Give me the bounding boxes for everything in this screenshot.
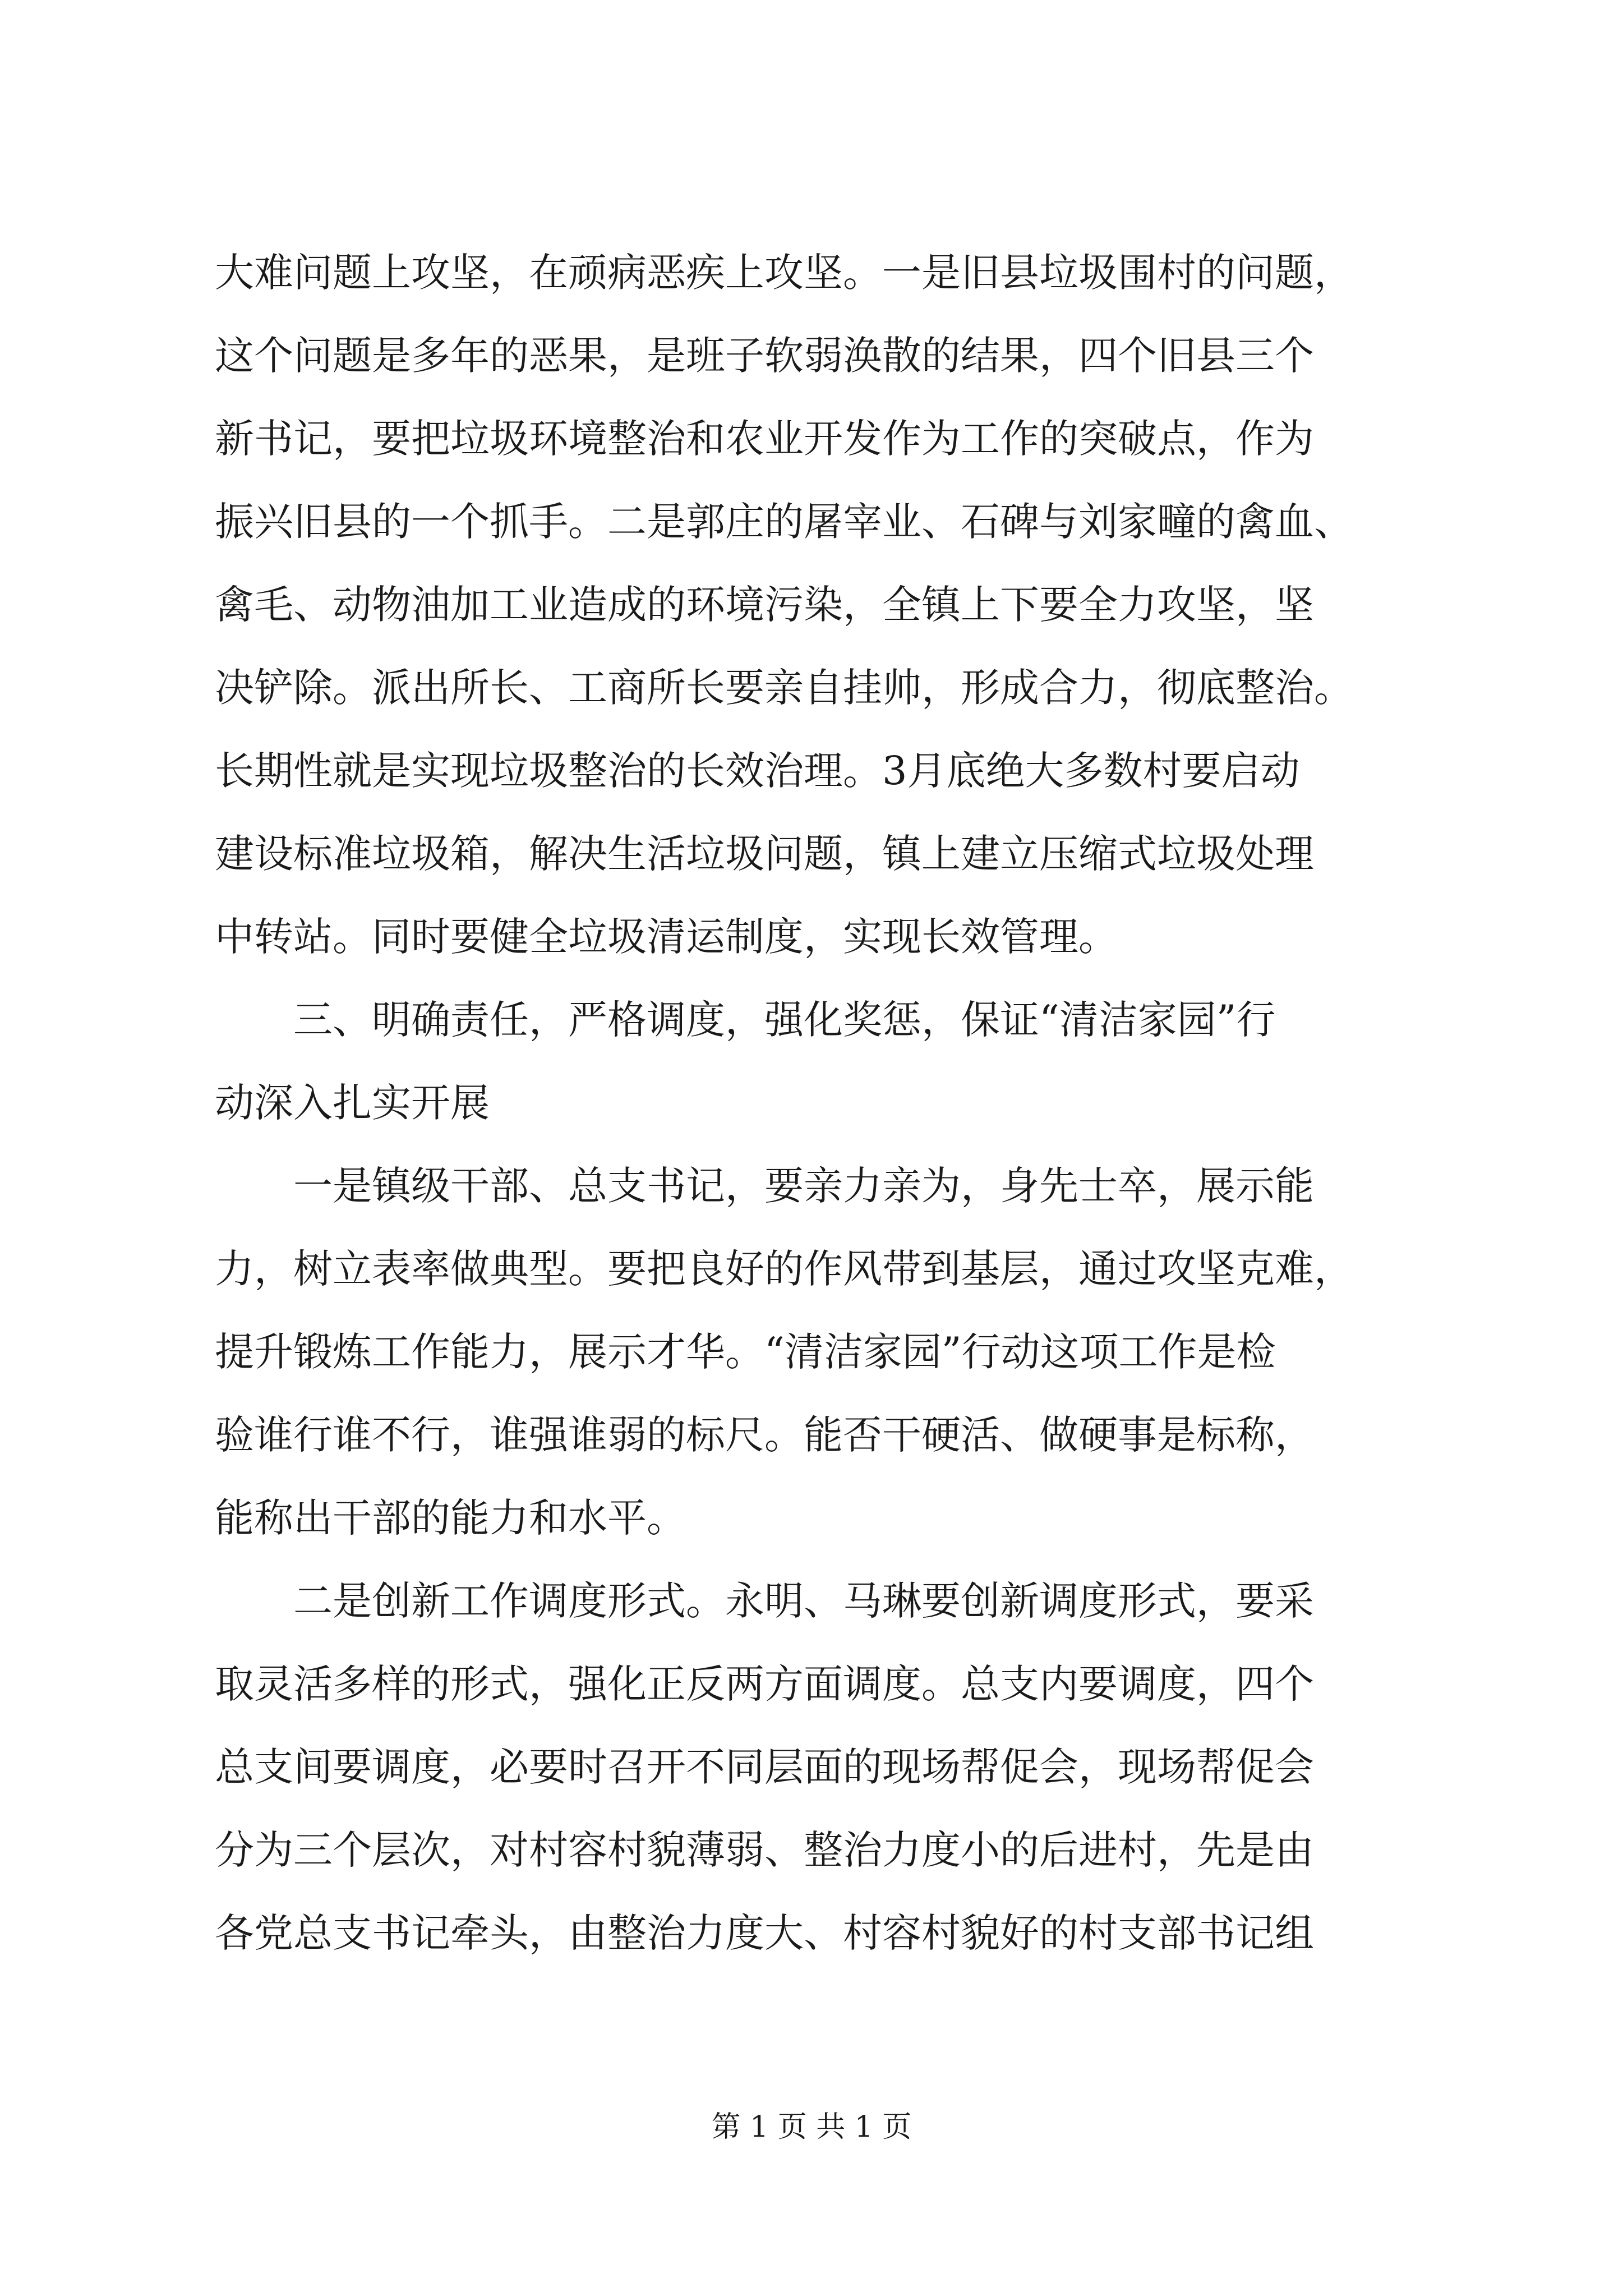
text-line: 力，树立表率做典型。要把良好的作风带到基层，通过攻坚克难，	[215, 1246, 1353, 1292]
section-heading-line: 动深入扎实开展	[215, 1080, 490, 1126]
text-line: 二是创新工作调度形式。永明、马琳要创新调度形式，要采	[293, 1578, 1314, 1624]
text-line: 取灵活多样的形式，强化正反两方面调度。总支内要调度，四个	[215, 1661, 1314, 1707]
text-line: 验谁行谁不行，谁强谁弱的标尺。能否干硬活、做硬事是标称，	[215, 1412, 1314, 1458]
text-line: 大难问题上攻坚，在顽病恶疾上攻坚。一是旧县垃圾围村的问题，	[215, 250, 1353, 296]
text-line: 各党总支书记牵头，由整治力度大、村容村貌好的村支部书记组	[215, 1910, 1314, 1956]
document-body	[215, 231, 1426, 1975]
text-line: 禽毛、动物油加工业造成的环境污染，全镇上下要全力攻坚，坚	[215, 582, 1314, 628]
text-line: 这个问题是多年的恶果，是班子软弱涣散的结果，四个旧县三个	[215, 333, 1314, 379]
page-footer	[0, 2105, 1623, 2150]
text-line: 振兴旧县的一个抓手。二是郭庄的屠宰业、石碑与刘家疃的禽血、	[215, 499, 1353, 545]
text-line: 新书记，要把垃圾环境整治和农业开发作为工作的突破点，作为	[215, 416, 1314, 462]
text-line: 决铲除。派出所长、工商所长要亲自挂帅，形成合力，彻底整治。	[215, 665, 1353, 711]
text-line: 提升锻炼工作能力，展示才华。“清洁家园”行动这项工作是检	[215, 1329, 1276, 1375]
text-line: 能称出干部的能力和水平。	[215, 1495, 686, 1541]
text-line: 总支间要调度，必要时召开不同层面的现场帮促会，现场帮促会	[215, 1744, 1314, 1790]
text-line: 建设标准垃圾箱，解决生活垃圾问题，镇上建立压缩式垃圾处理	[215, 831, 1314, 877]
text-line: 中转站。同时要健全垃圾清运制度，实现长效管理。	[215, 914, 1118, 960]
text-line: 分为三个层次，对村容村貌薄弱、整治力度小的后进村，先是由	[215, 1827, 1314, 1873]
text-line: 长期性就是实现垃圾整治的长效治理。3月底绝大多数村要启动	[215, 748, 1300, 794]
page-number-label: 第 1 页 共 1 页	[711, 2110, 912, 2144]
text-line: 一是镇级干部、总支书记，要亲力亲为，身先士卒，展示能	[293, 1163, 1314, 1209]
section-heading-line: 三、明确责任，严格调度，强化奖惩，保证“清洁家园”行	[293, 997, 1276, 1043]
